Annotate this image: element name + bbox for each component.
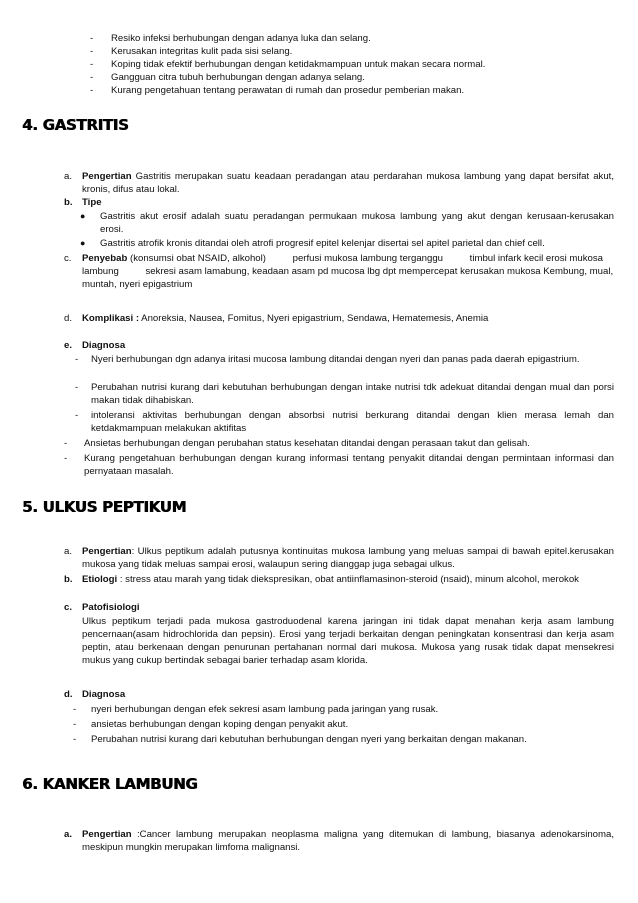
item-label: Pengertian [82,829,132,840]
item-label: Penyebab [82,253,128,264]
item-marker: b. [64,574,73,585]
item-label: Pengertian [82,546,132,557]
ulkus-etiologi [82,573,614,586]
top-list-item: Resiko infeksi berhubungan dengan adanya luka dan selang. [111,33,371,44]
list-dash: - [73,719,77,730]
list-dash: - [64,453,68,464]
section-heading-ulkus: 5. ULKUS PEPTIKUM [22,498,187,516]
tipe-item: Gastritis akut erosif adalah suatu peradangan permukaan mukosa lambung yang akut dengan kerusaan-kerusakan erosi. [100,211,614,235]
list-dash: - [73,704,77,715]
item-text: (konsumsi obat NSAID, alkohol) perfusi mukosa lambung terganggu timbul infark kecil erosi mukosa lambung sekresi asam lamabung, keadaan asam pd mucosa lbg dpt mempercepat kerusakan mukosa Kembung, mual, muntah, nyeri epigastrium [82,253,616,290]
top-list-item: Kurang pengetahuan tentang perawatan di rumah dan prosedur pemberian makan. [111,85,465,96]
list-dash: - [75,410,79,421]
gastritis-penyebab [82,252,614,291]
diagnosa-item: Perubahan nutrisi kurang dari kebutuhan berhubungan dengan intake nutrisi tdk adekuat ditandai dengan mual dan porsi makan tidak dihabiskan. [91,382,614,406]
list-dash: - [64,438,68,449]
item-marker: d. [64,313,73,324]
section-heading-gastritis: 4. GASTRITIS [22,116,129,134]
diagnosa-item: Perubahan nutrisi kurang dari kebutuhan berhubungan dengan nyeri yang berkaitan dengan makanan. [91,734,527,745]
section-heading-kanker: 6. KANKER LAMBUNG [22,775,198,793]
kanker-pengertian [82,828,614,854]
item-label: Pengertian [82,171,132,182]
list-dash: - [90,72,94,83]
diagnosa-item: intoleransi aktivitas berhubungan dengan absorbsi nutrisi berkurang ditandai dengan klien merasa lemah dan ketdakmampuan melakukan aktifitas [91,410,614,434]
top-list-item: Kerusakan integritas kulit pada sisi selang. [111,46,293,57]
item-label: Patofisiologi [82,602,140,613]
item-label: Tipe [82,197,102,208]
item-text: : stress atau marah yang tidak diekspresikan, obat antiinflamasinon-steroid (nsaid), minum alcohol, merokok [117,574,579,585]
item-marker: b. [64,197,73,208]
diagnosa-item: Ansietas berhubungan dengan perubahan status kesehatan ditandai dengan perasaan takut dan gelisah. [84,438,530,449]
list-dash: - [90,46,94,57]
item-label: Komplikasi : [82,313,140,324]
top-list-item: Koping tidak efektif berhubungan dengan ketidakmampuan untuk makan secara normal. [111,59,486,70]
list-dash: - [90,33,94,44]
list-dash: - [90,85,94,96]
gastritis-pengertian [82,170,614,196]
ulkus-pengertian [82,545,614,571]
list-dash: - [73,734,77,745]
list-dash: - [75,382,79,393]
item-label: Diagnosa [82,689,126,700]
item-text: : Ulkus peptikum adalah putusnya kontinuitas mukosa lambung yang meluas sampai di bawah epitel.kerusakan mukosa yang tidak meluas sampai erosi, walaupun sering dianggap juga sebagai ulkus. [82,546,614,570]
item-marker: c. [64,253,72,264]
item-marker: a. [64,829,73,840]
diagnosa-item: ansietas berhubungan dengan koping dengan penyakit akut. [91,719,349,730]
ulkus-patofisiologi: Ulkus peptikum terjadi pada mukosa gastroduodenal karena jaringan ini tidak dapat menahan kerja asam lambung pencernaan(asam hidrochlorida dan pepsin). Erosi yang terjadi berkaitan dengan peningkatan konsentrasi dan kerja asam peptin, atau berkenaan dengan penurunan pertahanan normal dari mukosa. Mukosa yang rusak tidak dapat mensekresi mukus yang cukup bertindak sebagai barier terhadap asam klorida. [82,616,614,666]
bullet-icon: ● [80,238,86,248]
item-text: Anoreksia, Nausea, Fomitus, Nyeri epigastrium, Sendawa, Hematemesis, Anemia [139,313,489,324]
tipe-item: Gastritis atrofik kronis ditandai oleh atrofi progresif epitel kelenjar disertai sel apitel parietal dan chief cell. [100,238,545,249]
gastritis-komplikasi [82,312,488,325]
item-marker: a. [64,546,73,557]
bullet-icon: ● [80,211,86,221]
item-label: Diagnosa [82,340,126,351]
item-marker: d. [64,689,73,700]
item-label: Etiologi [82,574,118,585]
item-marker: c. [64,602,73,613]
item-marker: a. [64,171,73,182]
top-list-item: Gangguan citra tubuh berhubungan dengan adanya selang. [111,72,365,83]
diagnosa-item: nyeri berhubungan dengan efek sekresi asam lambung pada jaringan yang rusak. [91,704,439,715]
list-dash: - [75,354,79,365]
list-dash: - [90,59,94,70]
item-text: :Cancer lambung merupakan neoplasma maligna yang ditemukan di lambung, biasanya adenokarsinoma, meskipun mungkin merupakan limfoma malignansi. [82,829,614,853]
item-text: Gastritis merupakan suatu keadaan peradangan atau perdarahan mukosa lambung yang dapat bersifat akut, kronis, difus atau lokal. [82,171,614,195]
diagnosa-item: Nyeri berhubungan dgn adanya iritasi mucosa lambung ditandai dengan nyeri dan panas pada daerah epigastrium. [91,354,580,365]
item-marker: e. [64,340,73,351]
diagnosa-item: Kurang pengetahuan berhubungan dengan kurang informasi tentang penyakit ditandai dengan permintaan informasi dan pernyataan masalah. [84,453,614,477]
